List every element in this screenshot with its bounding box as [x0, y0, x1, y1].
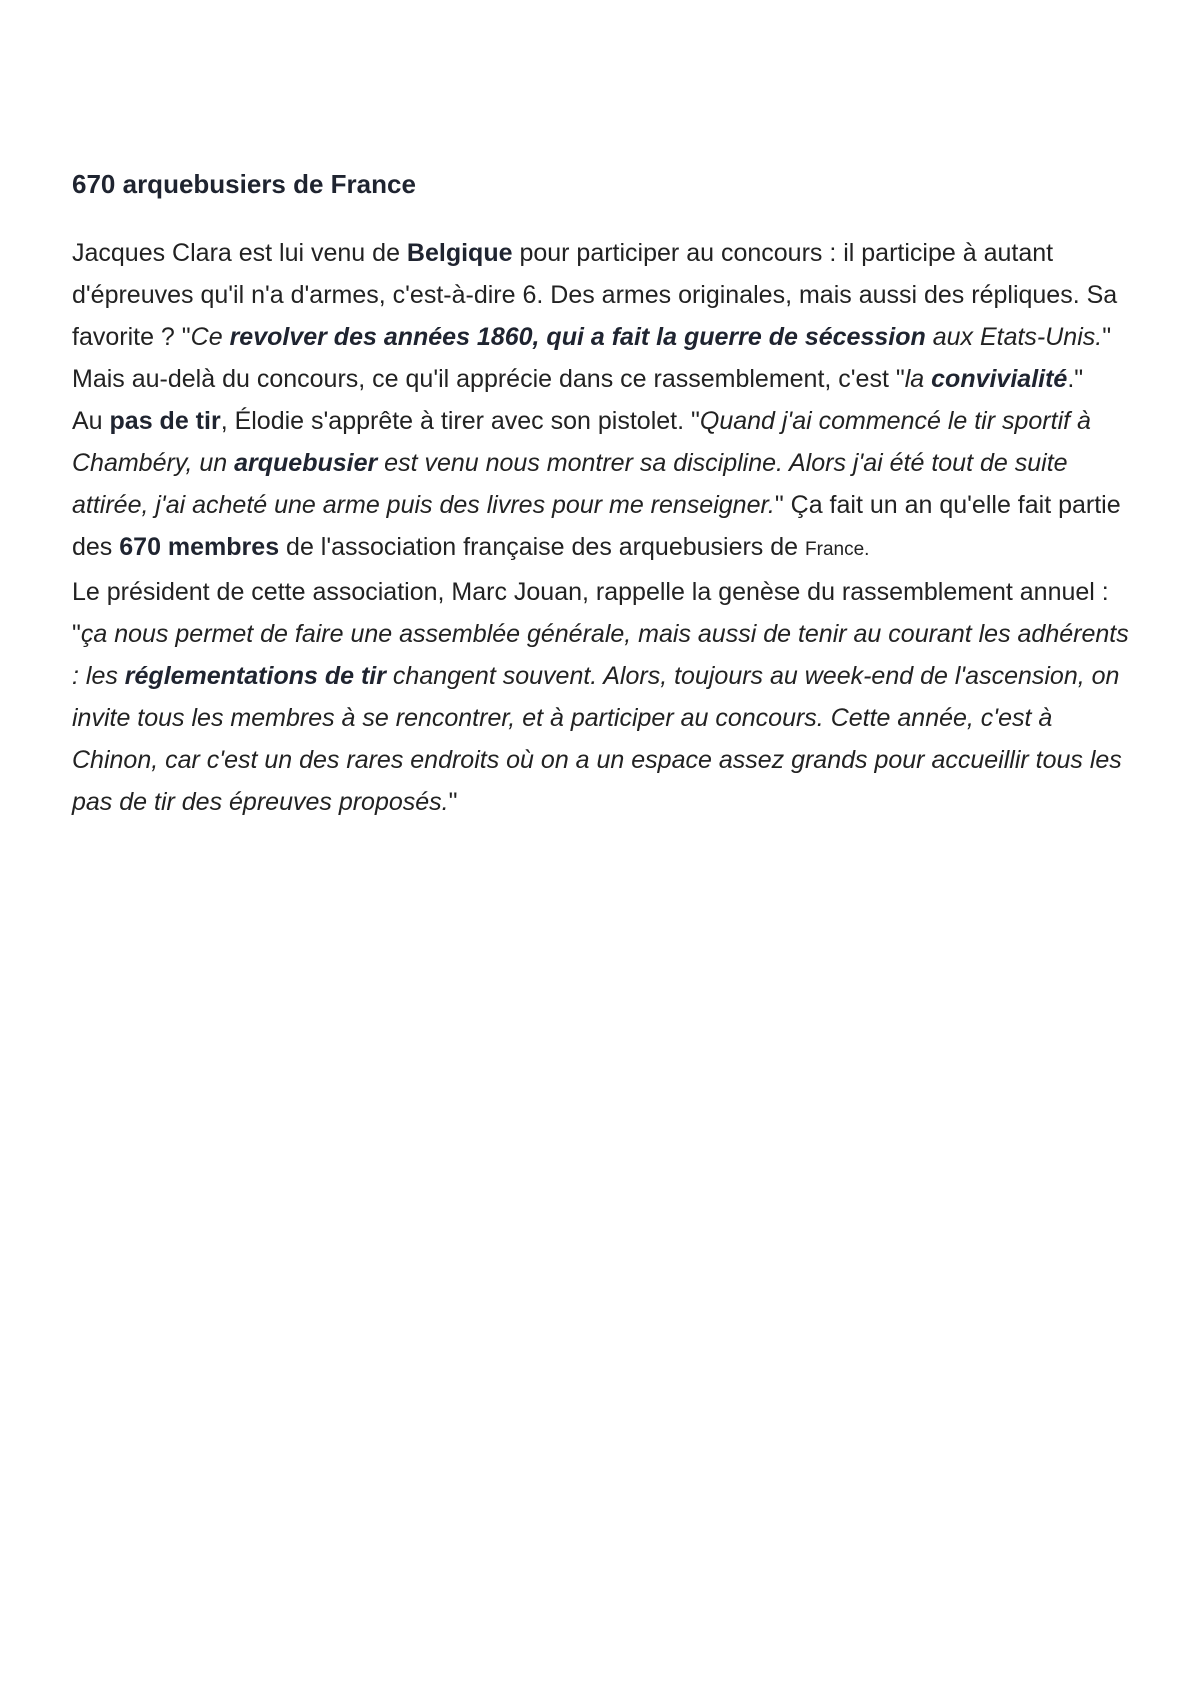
text-run: ." [1067, 365, 1084, 393]
text-run: " [448, 788, 458, 816]
bold-italic-run: réglementations de tir [124, 662, 386, 690]
italic-run: aux Etats-Unis. [925, 323, 1103, 351]
italic-run: la [904, 365, 932, 393]
text-run: pour participer au concours : il participe à autant d'épreuves qu'il n'a d'armes, c'est-à-dire 6. Des armes originales, mais aussi des répliques. Sa favorite ? " [72, 239, 1118, 351]
bold-italic-run: convivialité [931, 365, 1068, 393]
text-run: " Ça fait un an qu'elle fait partie des [72, 491, 1121, 561]
italic-run: est venu nous montrer sa discipline. Alors j'ai été tout de suite attirée, j'ai acheté une arme puis des livres pour me renseigner. [72, 449, 1068, 519]
bold-italic-run: revolver des années 1860, qui a fait la guerre de sécession [229, 323, 926, 351]
paragraph-jacques-clara [72, 232, 1132, 400]
text-run: de l'association française des arquebusiers de [279, 533, 806, 561]
article [72, 164, 1132, 823]
text-run: " Mais au-delà du concours, ce qu'il apprécie dans ce rassemblement, c'est " [72, 323, 1112, 393]
small-text-run: France. [805, 539, 870, 560]
text-run: Le président de cette association, Marc Jouan, rappelle la genèse du rassemblement annuel : " [72, 578, 1109, 648]
bold-run: pas de tir [109, 407, 221, 435]
article-heading: 670 arquebusiers de France [72, 169, 416, 199]
paragraph-marc-jouan [72, 571, 1132, 823]
text-run: , Élodie s'apprête à tirer avec son pistolet. " [220, 407, 700, 435]
paragraph-elodie [72, 400, 1132, 571]
text-run: Jacques Clara est lui venu de [72, 239, 407, 267]
italic-run: Ce [190, 323, 230, 351]
italic-run: ça nous permet de faire une assemblée générale, mais aussi de tenir au courant les adhérents : les [72, 620, 1129, 690]
bold-run: Belgique [406, 239, 513, 267]
text-run: Au [72, 407, 110, 435]
bold-run: 670 membres [119, 533, 280, 561]
italic-run: Quand j'ai commencé le tir sportif à Chambéry, un [72, 407, 1091, 477]
bold-italic-run: arquebusier [234, 449, 378, 477]
italic-run: changent souvent. Alors, toujours au week-end de l'ascension, on invite tous les membres à se rencontrer, et à participer au concours. Cette année, c'est à Chinon, car c'est un des rares endroits où on a un espace assez grands pour accueillir tous les pas de tir des épreuves proposés. [72, 662, 1122, 816]
